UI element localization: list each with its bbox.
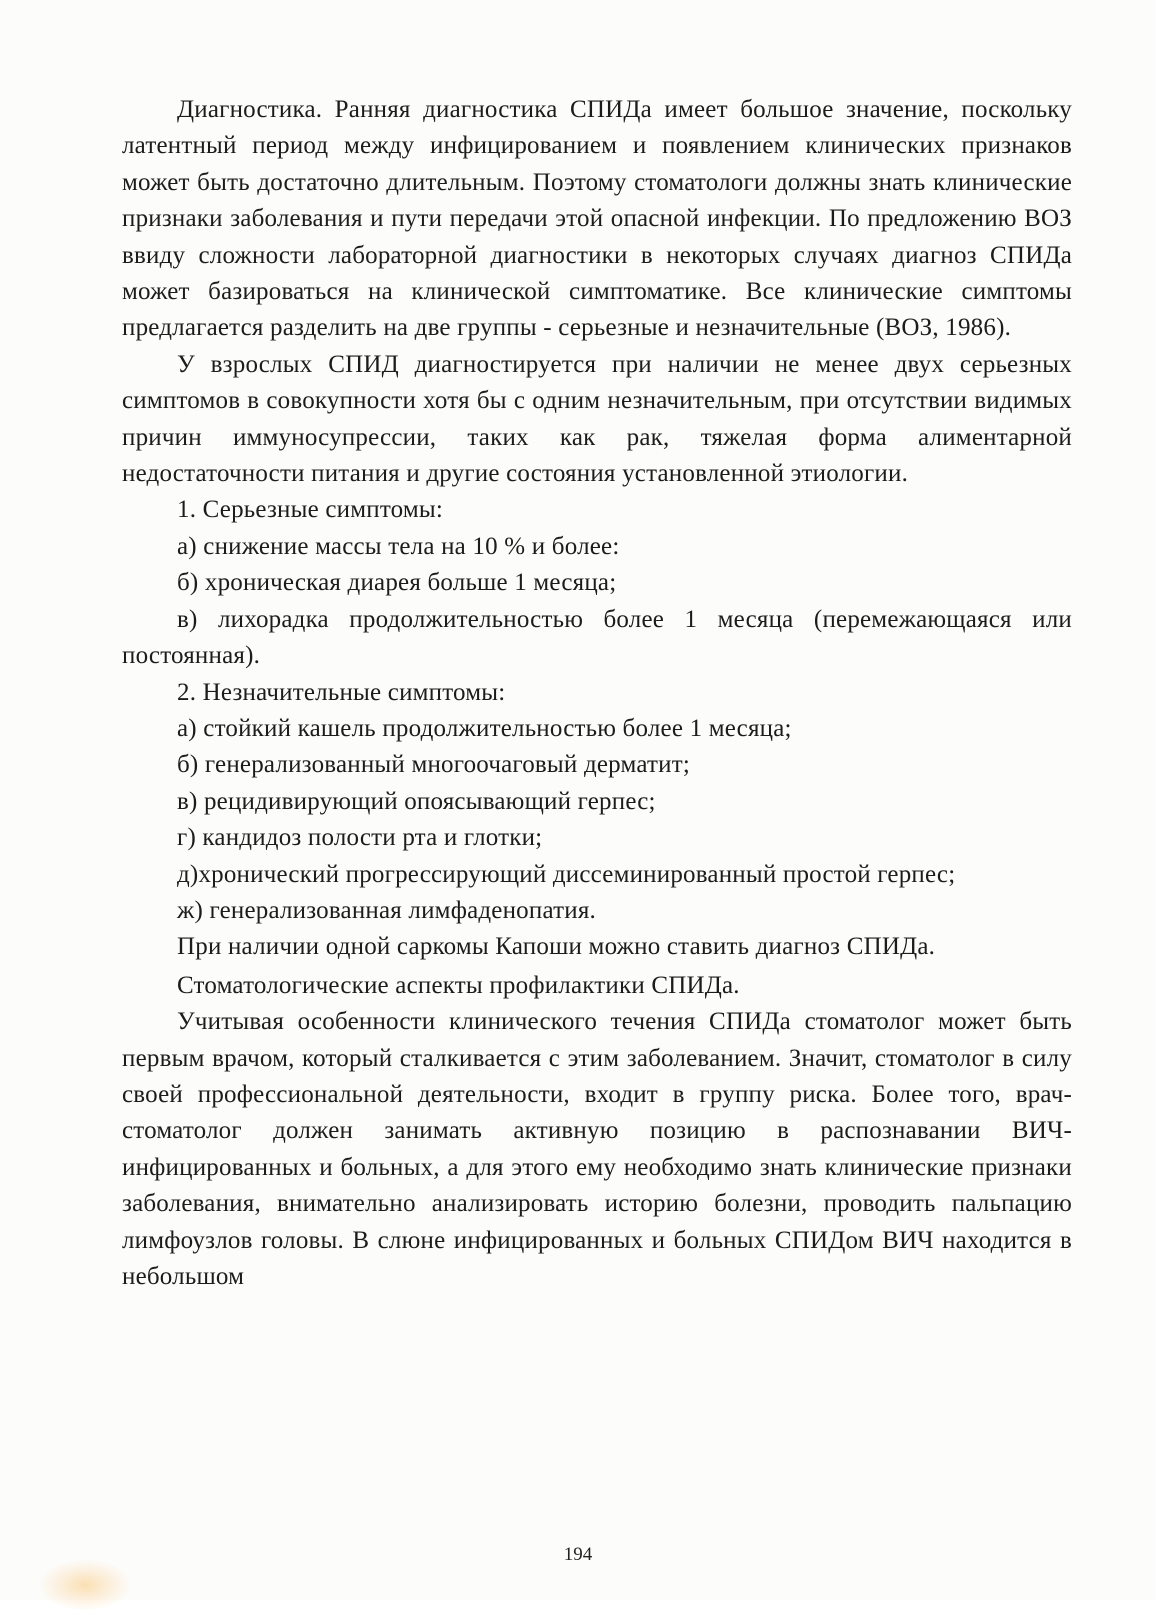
list-heading-minor: 2. Незначительные симптомы: <box>177 678 506 706</box>
list-item-minor-f: ж) генерализованная лимфаденопатия. <box>177 896 596 924</box>
paragraph-adult-diagnosis: У взрослых СПИД диагностируется при наличии не менее двух серьезных симптомов в совокупности хотя бы с одним незначительным, при отсутствии видимых причин иммуносупрессии, таких как рак, тяжелая форма алиментарной недостаточности питания и другие состояния установленной этиологии. <box>122 350 1072 488</box>
body-text <box>122 92 1072 1295</box>
list-item-minor-b: б) генерализованный многоочаговый дерматит; <box>177 751 690 779</box>
list-item-minor-e: д)хронический прогрессирующий диссеминированный простой герпес; <box>177 860 956 888</box>
list-heading-serious: 1. Серьезные симптомы: <box>177 496 444 524</box>
list-item-serious-a: а) снижение массы тела на 10 % и более: <box>177 532 620 560</box>
paper-stain <box>40 1560 130 1610</box>
list-item-serious-c: в) лихорадка продолжительностью более 1 месяца (перемежающаяся или постоянная). <box>122 605 1072 670</box>
section-heading-dental: Стоматологические аспекты профилактики СПИДа. <box>177 971 740 999</box>
page-number: 194 <box>563 1544 593 1565</box>
paragraph-kaposi: При наличии одной саркомы Капоши можно ставить диагноз СПИДа. <box>177 933 936 961</box>
list-item-serious-b: б) хроническая диарея больше 1 месяца; <box>177 569 617 597</box>
paragraph-dental-aspects: Учитывая особенности клинического течения СПИДа стоматолог может быть первым врачом, который сталкивается с этим заболеванием. Значит, стоматолог в силу своей профессиональной деятельности, входит в группу риска. Более того, врач-стоматолог должен занимать активную позицию в распознавании ВИЧ-инфицированных и больных, а для этого ему необходимо знать клинические признаки заболевания, внимательно анализировать историю болезни, проводить пальпацию лимфоузлов головы. В слюне инфицированных и больных СПИДом ВИЧ находится в небольшом <box>122 1008 1072 1290</box>
list-item-minor-c: в) рецидивирующий опоясывающий герпес; <box>177 787 656 815</box>
list-item-minor-a: а) стойкий кашель продолжительностью более 1 месяца; <box>177 714 792 742</box>
paragraph-diagnostics: Диагностика. Ранняя диагностика СПИДа имеет большое значение, поскольку латентный период между инфицированием и появлением клинических признаков может быть достаточно длительным. Поэтому стоматологи должны знать клинические признаки заболевания и пути передачи этой опасной инфекции. По предложению ВОЗ ввиду сложности лабораторной диагностики в некоторых случаях диагноз СПИДа может базироваться на клинической симптоматике. Все клинические симптомы предлагается разделить на две группы - серьезные и незначительные (ВОЗ, 1986). <box>122 96 1072 342</box>
list-item-minor-d: г) кандидоз полости рта и глотки; <box>177 824 543 852</box>
